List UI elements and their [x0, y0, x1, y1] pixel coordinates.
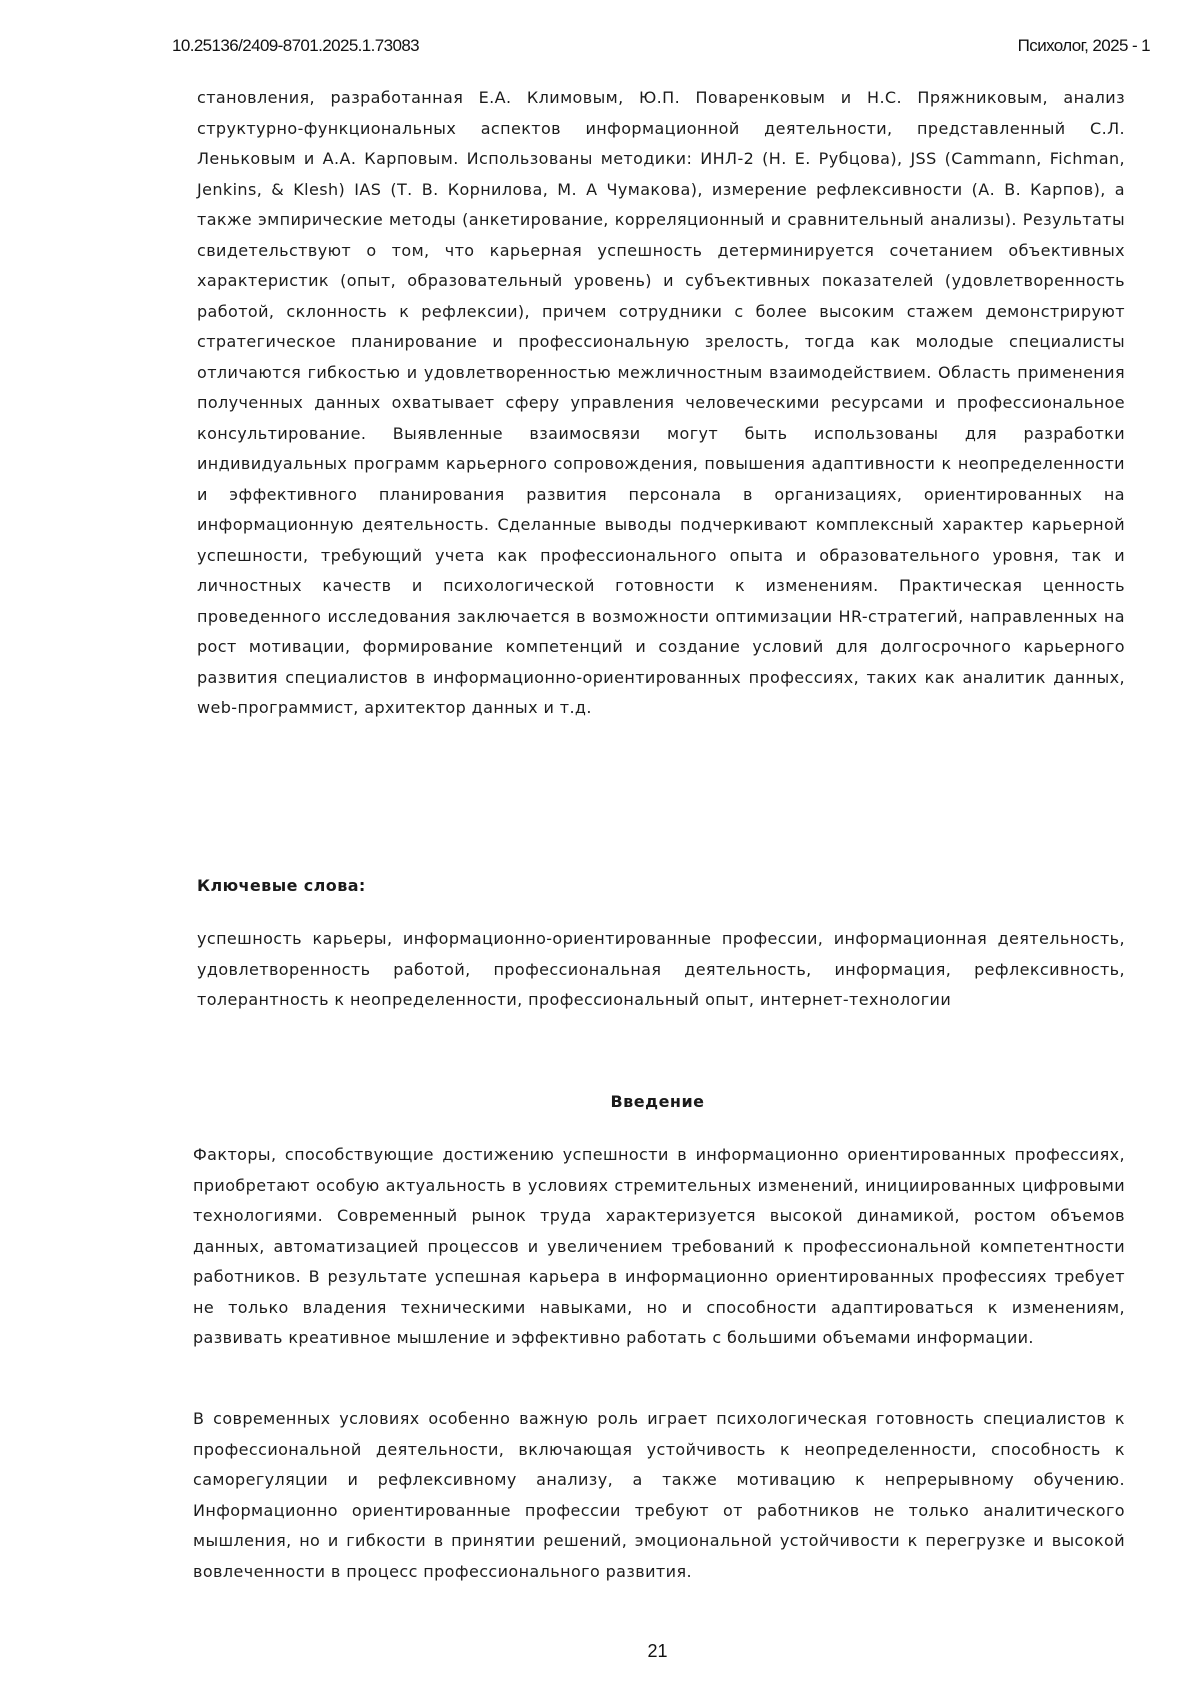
keywords-heading: Ключевые слова: [197, 876, 366, 895]
doi: 10.25136/2409-8701.2025.1.73083 [172, 36, 419, 56]
introduction-paragraph: В современных условиях особенно важную роль играет психологическая готовность специалистов к профессиональной деятельности, включающая устойчивость к неопределенности, способность к саморегуляции и рефлексивному анализу, а также мотивацию к непрерывному обучению. Информационно ориентированные профессии требуют от работников не только аналитического мышления, но и гибкости в принятии решений, эмоциональной устойчивости к перегрузке и высокой вовлеченности в процесс профессионального развития. [193, 1404, 1125, 1587]
section-heading-introduction: Введение [0, 1092, 1200, 1111]
page-number: 21 [0, 1641, 1200, 1662]
journal-issue: Психолог, 2025 - 1 [1018, 36, 1150, 56]
page-header [172, 36, 1150, 62]
keywords-list: успешность карьеры, информационно-ориентированные профессии, информационная деятельность, удовлетворенность работой, профессиональная деятельность, информация, рефлексивность, толерантность к неопределенности, профессиональный опыт, интернет-технологии [197, 924, 1125, 1016]
introduction-paragraph: Факторы, способствующие достижению успешности в информационно ориентированных профессиях, приобретают особую актуальность в условиях стремительных изменений, инициированных цифровыми технологиями. Современный рынок труда характеризуется высокой динамикой, ростом объемов данных, автоматизацией процессов и увеличением требований к профессиональной компетентности работников. В результате успешная карьера в информационно ориентированных профессиях требует не только владения техническими навыками, но и способности адаптироваться к изменениям, развивать креативное мышление и эффективно работать с большими объемами информации. [193, 1140, 1125, 1354]
abstract-text: становления, разработанная Е.А. Климовым, Ю.П. Поваренковым и Н.С. Пряжниковым, анализ структурно-функциональных аспектов информационной деятельности, представленный С.Л. Леньковым и А.А. Карповым. Использованы методики: ИНЛ-2 (Н. Е. Рубцова), JSS (Cammann, Fichman, Jenkins, & Klesh) IAS (Т. В. Корнилова, М. А Чумакова), измерение рефлексивности (А. В. Карпов), а также эмпирические методы (анкетирование, корреляционный и сравнительный анализы). Результаты свидетельствуют о том, что карьерная успешность детерминируется сочетанием объективных характеристик (опыт, образовательный уровень) и субъективных показателей (удовлетворенность работой, склонность к рефлексии), причем сотрудники с более высоким стажем демонстрируют стратегическое планирование и профессиональную зрелость, тогда как молодые специалисты отличаются гибкостью и удовлетворенностью межличностным взаимодействием. Область применения полученных данных охватывает сферу управления человеческими ресурсами и профессиональное консультирование. Выявленные взаимосвязи могут быть использованы для разработки индивидуальных программ карьерного сопровождения, повышения адаптивности к неопределенности и эффективного планирования развития персонала в организациях, ориентированных на информационную деятельность. Сделанные выводы подчеркивают комплексный характер карьерной успешности, требующий учета как профессионального опыта и образовательного уровня, так и личностных качеств и психологической готовности к изменениям. Практическая ценность проведенного исследования заключается в возможности оптимизации HR-стратегий, направленных на рост мотивации, формирование компетенций и создание условий для долгосрочного карьерного развития специалистов в информационно-ориентированных профессиях, таких как аналитик данных, web-программист, архитектор данных и т.д. [197, 83, 1125, 724]
